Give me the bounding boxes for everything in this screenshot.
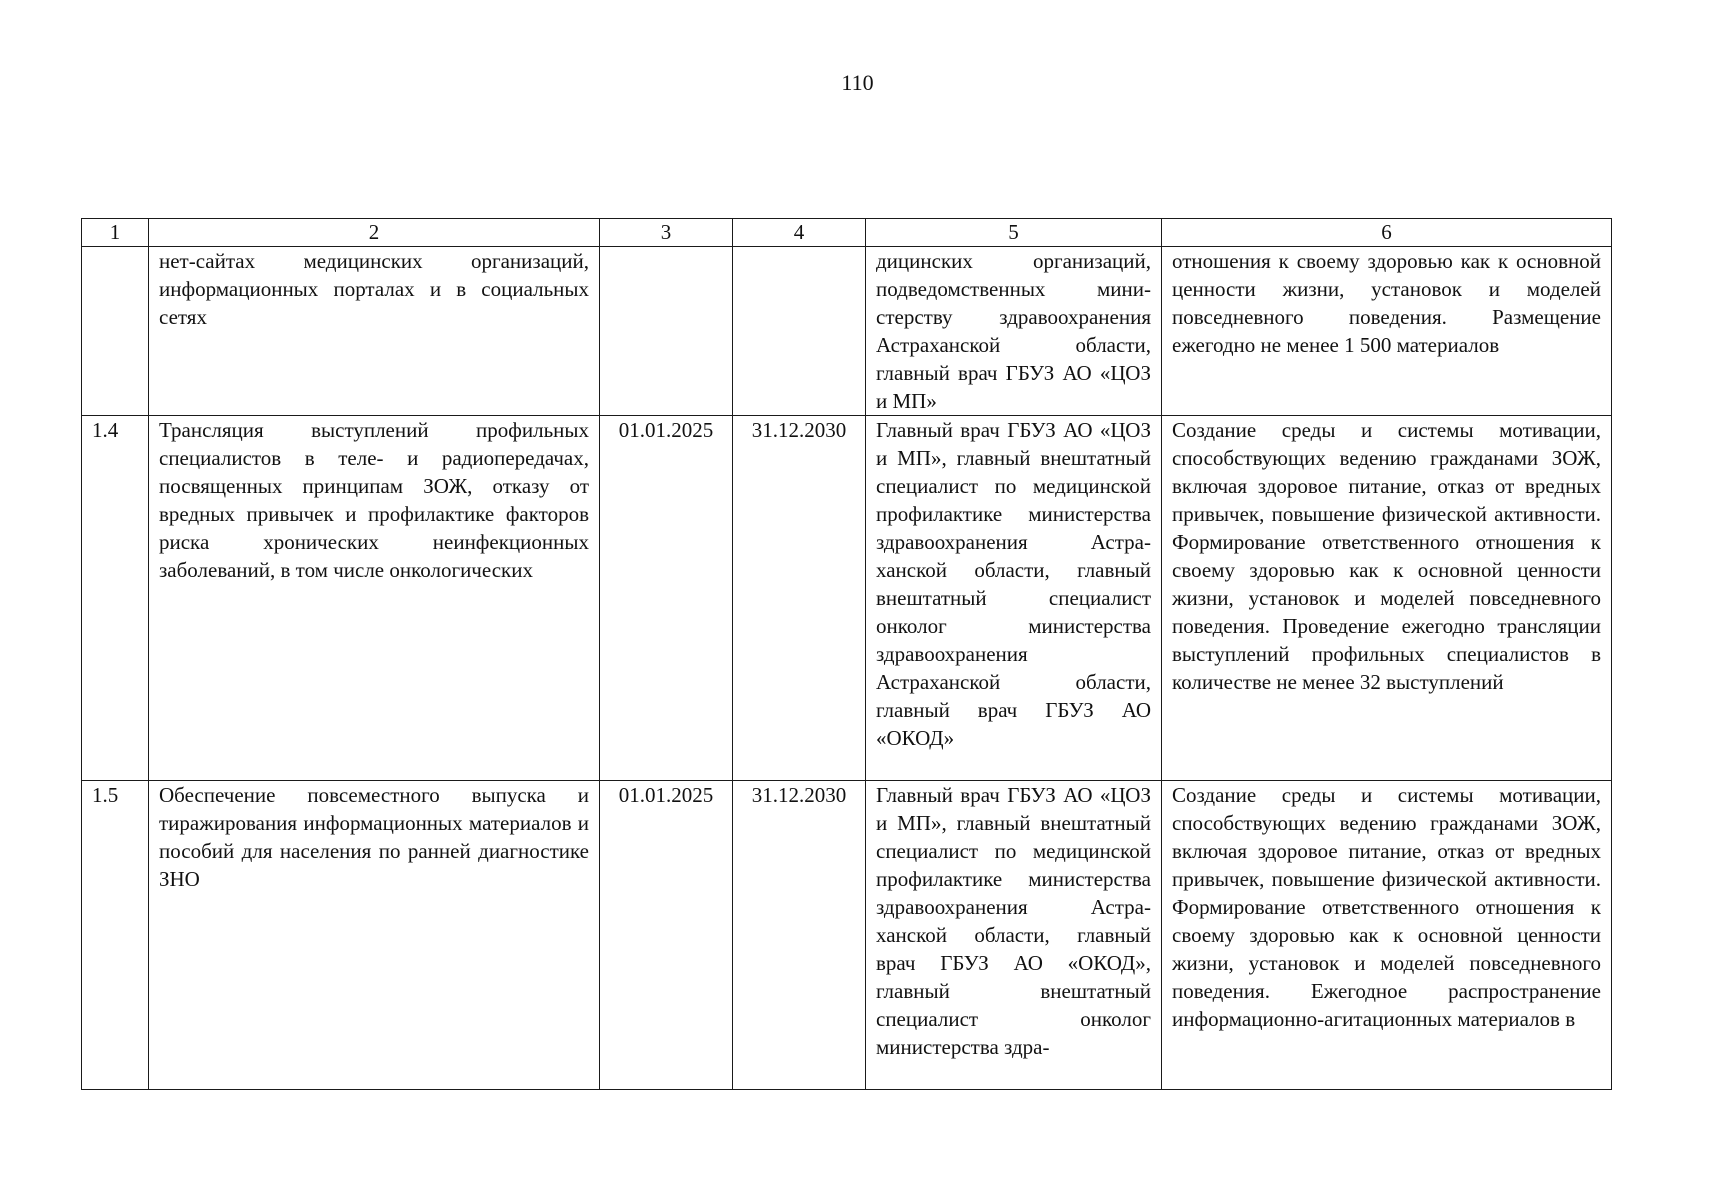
column-header-6: 6 bbox=[1162, 219, 1612, 247]
end-date-cell: 31.12.2030 bbox=[733, 781, 866, 1090]
responsible-cell: Главный врач ГБУЗ АО «ЦОЗ и МП», главный внештатный специалист по медицинской профилактике министерства здравоохранения Астраханской области, главный врач ГБУЗ АО «ОКОД», главный внештатный специалист онколог министерства здра- bbox=[866, 781, 1162, 1090]
table-row bbox=[82, 416, 1612, 781]
activity-plan-table bbox=[81, 218, 1612, 1090]
end-date-cell: 31.12.2030 bbox=[733, 416, 866, 781]
start-date-cell: 01.01.2025 bbox=[600, 416, 733, 781]
column-header-1: 1 bbox=[82, 219, 149, 247]
column-header-4: 4 bbox=[733, 219, 866, 247]
start-date-cell: 01.01.2025 bbox=[600, 781, 733, 1090]
start-date-cell bbox=[600, 247, 733, 416]
result-cell: отношения к своему здоровью как к основной ценности жизни, установок и моделей повседневного поведения. Размещение ежегодно не менее 1 500 материалов bbox=[1162, 247, 1612, 416]
activity-cell: нет-сайтах медицинских организаций, информационных порталах и в социальных сетях bbox=[149, 247, 600, 416]
header-row bbox=[82, 219, 1612, 247]
table-row bbox=[82, 247, 1612, 416]
activity-cell: Обеспечение повсеместного выпуска и тиражирования информационных материалов и пособий для населения по ранней диагностике ЗНО bbox=[149, 781, 600, 1090]
result-cell: Создание среды и системы мотивации, способствующих ведению гражданами ЗОЖ, включая здоровое питание, отказ от вредных привычек, повышение физической активности. Формирование ответственного отношения к своему здоровью как к основной ценности жизни, установок и моделей повседневного поведения. Проведение ежегодно трансляции выступлений профильных специалистов в количестве не менее 32 выступлений bbox=[1162, 416, 1612, 781]
row-number bbox=[82, 247, 149, 416]
column-header-5: 5 bbox=[866, 219, 1162, 247]
row-number: 1.5 bbox=[82, 781, 149, 1090]
responsible-cell: дицинских организаций, подведомственных министерству здравоохранения Астраханской области, главный врач ГБУЗ АО «ЦОЗ и МП» bbox=[866, 247, 1162, 416]
result-cell: Создание среды и системы мотивации, способствующих ведению гражданами ЗОЖ, включая здоровое питание, отказ от вредных привычек, повышение физической активности. Формирование ответственного отношения к своему здоровью как к основной ценности жизни, установок и моделей повседневного поведения. Ежегодное распространение информационно-агитационных материалов в bbox=[1162, 781, 1612, 1090]
column-header-3: 3 bbox=[600, 219, 733, 247]
row-number: 1.4 bbox=[82, 416, 149, 781]
end-date-cell bbox=[733, 247, 866, 416]
activity-cell: Трансляция выступлений профильных специалистов в теле- и радиопередачах, посвященных принципам ЗОЖ, отказу от вредных привычек и профилактике факторов риска хронических неинфекционных заболеваний, в том числе онкологических bbox=[149, 416, 600, 781]
table-row bbox=[82, 781, 1612, 1090]
column-header-2: 2 bbox=[149, 219, 600, 247]
responsible-cell: Главный врач ГБУЗ АО «ЦОЗ и МП», главный внештатный специалист по медицинской профилактике министерства здравоохранения Астраханской области, главный внештатный специалист онколог министерства здравоохранения Астраханской области, главный врач ГБУЗ АО «ОКОД» bbox=[866, 416, 1162, 781]
page-number: 110 bbox=[841, 70, 874, 95]
